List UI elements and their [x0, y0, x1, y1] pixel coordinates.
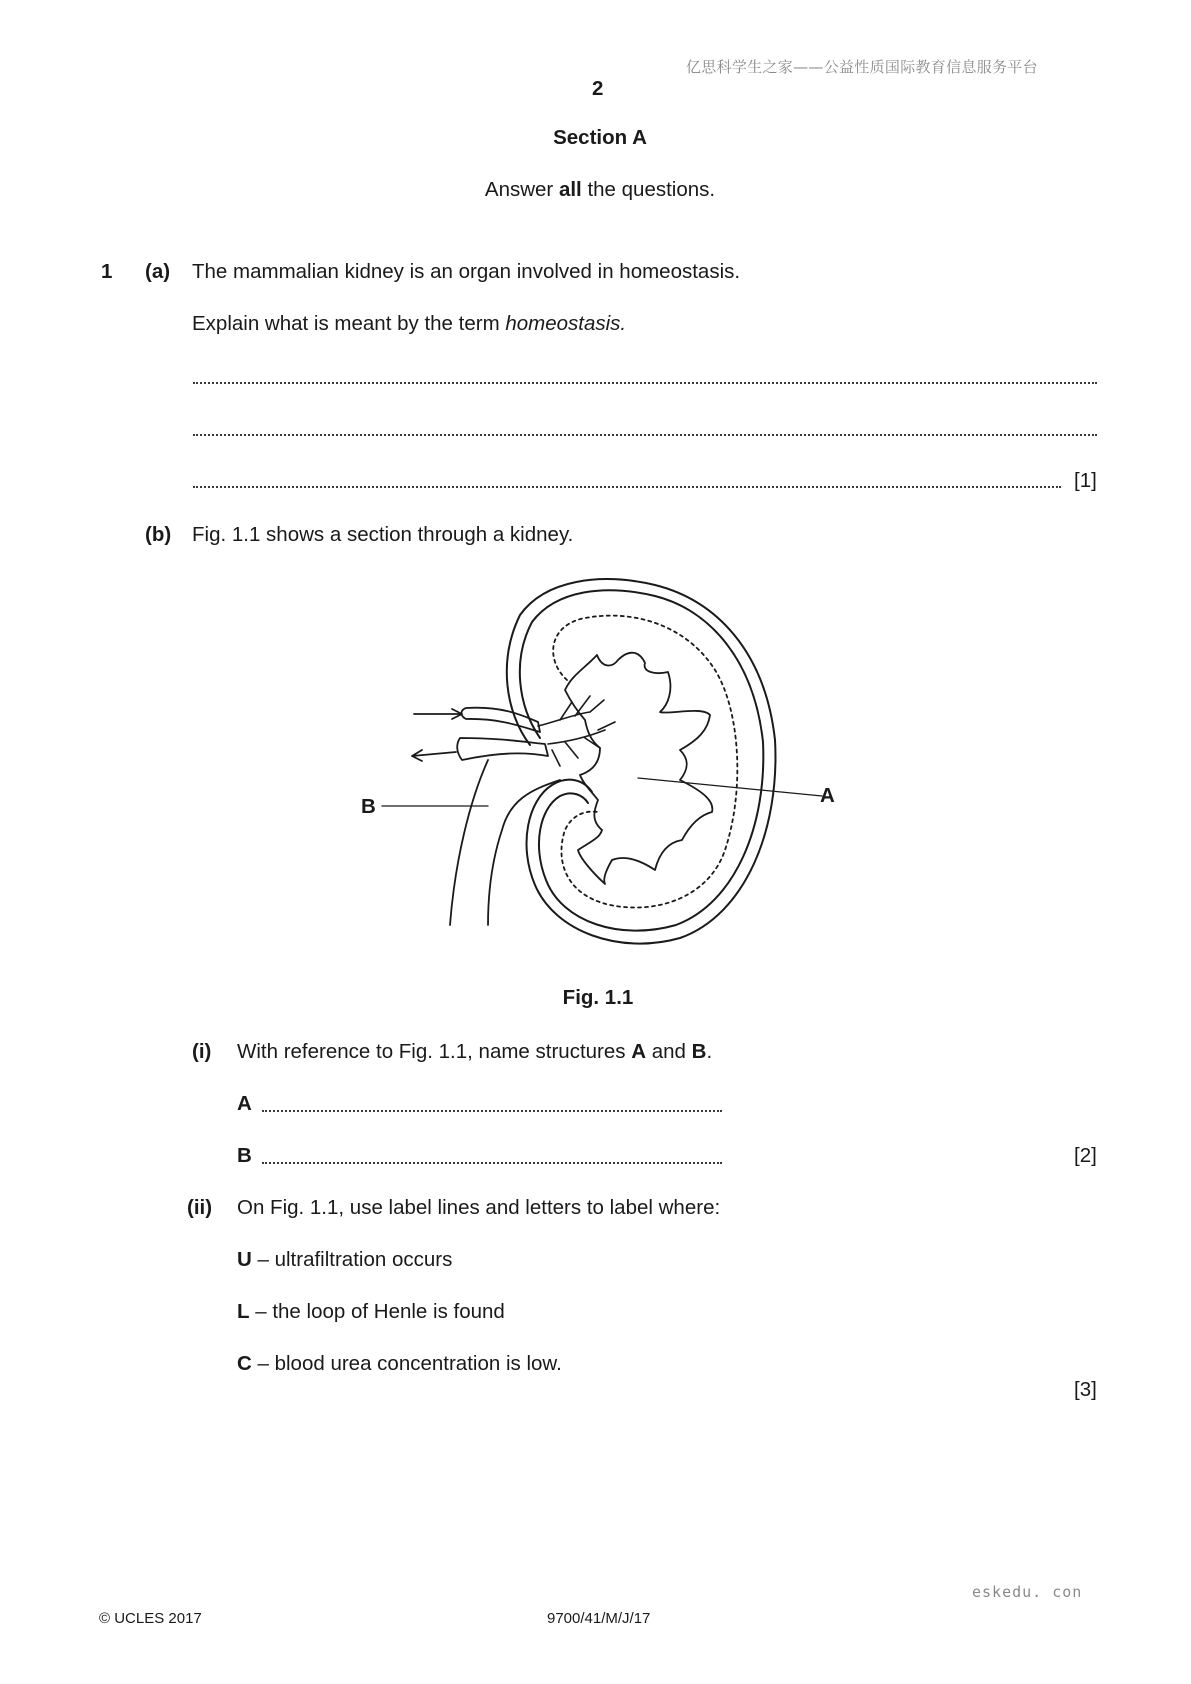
item-l-letter: L	[237, 1300, 250, 1323]
section-title: Section A	[553, 126, 647, 149]
label-item-l	[237, 1300, 505, 1324]
page-number: 2	[592, 77, 604, 100]
part-bi-marks: [2]	[1074, 1144, 1097, 1167]
prompt-prefix: Explain what is meant by the term	[192, 312, 506, 335]
item-c-text: – blood urea concentration is low.	[251, 1352, 562, 1375]
bi-text-1: With reference to Fig. 1.1, name structures	[237, 1040, 632, 1063]
renal-vein	[457, 738, 548, 760]
site-watermark: eskedu. con	[972, 1583, 1083, 1601]
bi-text-2: and	[646, 1040, 692, 1063]
label-line-a	[638, 778, 822, 796]
bi-text-3: .	[706, 1040, 713, 1063]
footer-copyright: © UCLES 2017	[99, 1610, 202, 1627]
part-bii-marks: [3]	[1074, 1378, 1097, 1401]
answer-b-label: B	[237, 1144, 252, 1167]
arrow-out	[412, 750, 456, 761]
figure-label-a: A	[820, 784, 835, 807]
instruction-suffix: the questions.	[581, 178, 716, 201]
question-number: 1	[101, 260, 113, 283]
header-watermark: 亿思科学生之家——公益性质国际教育信息服务平台	[686, 58, 1038, 76]
renal-artery	[462, 708, 541, 732]
footer-code: 9700/41/M/J/17	[547, 1610, 651, 1627]
instruction-bold: all	[558, 178, 582, 201]
kidney-outer-capsule	[507, 579, 776, 943]
item-u-text: – ultrafiltration occurs	[251, 1248, 453, 1271]
label-item-u	[237, 1248, 452, 1272]
bi-bold-b: B	[691, 1040, 707, 1063]
part-bi-label: (i)	[192, 1040, 212, 1063]
figure-caption: Fig. 1.1	[562, 986, 634, 1009]
part-bii-text: On Fig. 1.1, use label lines and letters to label where:	[237, 1196, 721, 1219]
answer-line-structure-a[interactable]	[262, 1110, 722, 1112]
renal-pelvis	[565, 653, 712, 884]
vessel-branches	[538, 696, 615, 766]
instruction-prefix: Answer	[484, 178, 559, 201]
part-b-label: (b)	[145, 523, 172, 546]
answer-line-structure-b[interactable]	[262, 1162, 722, 1164]
label-item-c	[237, 1352, 562, 1376]
item-c-letter: C	[237, 1352, 252, 1375]
item-u-letter: U	[237, 1248, 252, 1271]
part-bi-text	[237, 1040, 712, 1064]
prompt-term: homeostasis.	[505, 312, 627, 335]
bi-bold-a: A	[631, 1040, 647, 1063]
answer-a-label: A	[237, 1092, 252, 1115]
part-bii-label: (ii)	[187, 1196, 213, 1219]
part-b-stem: Fig. 1.1 shows a section through a kidney.	[192, 523, 574, 546]
part-a-label: (a)	[145, 260, 171, 283]
part-a-stem: The mammalian kidney is an organ involved in homeostasis.	[192, 260, 741, 283]
figure-label-b: B	[361, 795, 376, 818]
part-a-marks: [1]	[1074, 469, 1097, 492]
item-l-text: – the loop of Henle is found	[249, 1300, 505, 1323]
arrow-in	[414, 709, 462, 719]
